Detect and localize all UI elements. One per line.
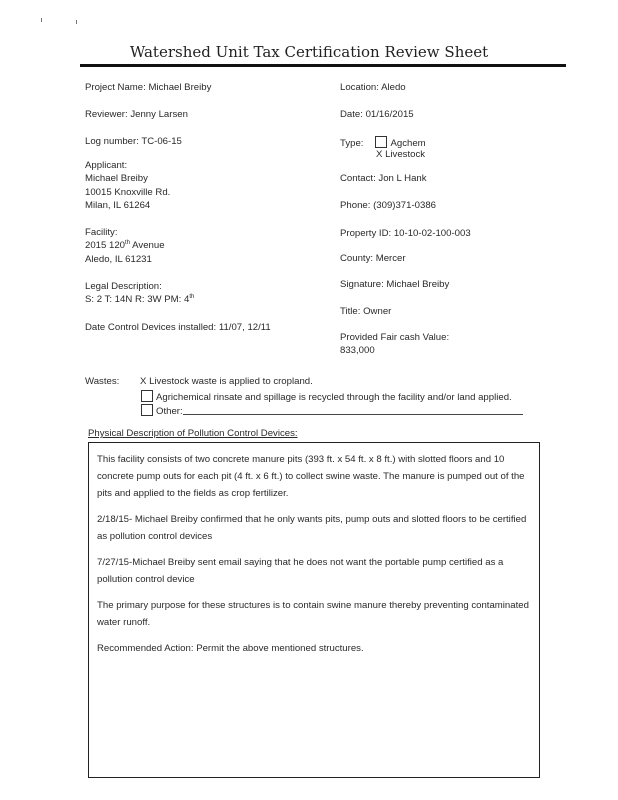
fair-cash-label: Provided Fair cash Value: xyxy=(340,332,450,343)
legal-label: Legal Description: xyxy=(85,281,162,292)
facility-city: Aledo, IL 61231 xyxy=(85,254,152,265)
applicant-label: Applicant: xyxy=(85,160,128,171)
physical-description-box xyxy=(88,442,540,778)
agchem-checkbox[interactable] xyxy=(375,136,387,148)
applicant-name: Michael Breiby xyxy=(85,173,148,184)
date-devices-installed: Date Control Devices installed: 11/07, 12/11 xyxy=(85,322,271,333)
facility-street xyxy=(85,240,165,251)
owner-title: Title: Owner xyxy=(340,306,392,317)
log-number: Log number: TC-06-15 xyxy=(85,136,182,147)
wastes-agrichemical xyxy=(141,390,512,403)
reviewer: Reviewer: Jenny Larsen xyxy=(85,109,188,120)
facility-label: Facility: xyxy=(85,227,118,238)
facility-street-number: 2015 120 xyxy=(85,240,126,252)
legal-value xyxy=(85,294,194,305)
county: County: Mercer xyxy=(340,253,406,264)
agrichemical-checkbox[interactable] xyxy=(141,390,153,402)
recommended-action: Recommended Action: Permit the above mentioned structures. xyxy=(97,643,364,654)
scan-mark xyxy=(76,20,77,24)
phone: Phone: (309)371-0386 xyxy=(340,200,437,211)
description-paragraph: The primary purpose for these structures is to contain swine manure thereby preventing contaminated water runoff. xyxy=(97,600,529,628)
facility-street-name: Avenue xyxy=(130,240,165,252)
description-paragraph: 7/27/15-Michael Breiby sent email saying that he does not want the portable pump certified as a pollution control device xyxy=(97,557,504,585)
wastes-label: Wastes: xyxy=(85,376,120,387)
page-title: Watershed Unit Tax Certification Review Sheet xyxy=(129,43,489,61)
scan-mark xyxy=(41,18,42,22)
contact: Contact: Jon L Hank xyxy=(340,173,427,184)
project-name: Project Name: Michael Breiby xyxy=(85,82,212,93)
agchem-label: Agchem xyxy=(390,138,426,149)
type-label: Type: xyxy=(340,138,364,149)
signature: Signature: Michael Breiby xyxy=(340,279,450,290)
fair-cash-value: 833,000 xyxy=(340,345,375,356)
physical-description-heading: Physical Description of Pollution Control Devices: xyxy=(88,428,298,439)
other-blank-line xyxy=(183,414,523,415)
title-rule xyxy=(80,64,566,67)
agrichemical-label: Agrichemical rinsate and spillage is recycled through the facility and/or land applied. xyxy=(156,392,512,403)
wastes-livestock: X Livestock waste is applied to cropland. xyxy=(140,376,313,387)
description-paragraph: This facility consists of two concrete manure pits (393 ft. x 54 ft. x 8 ft.) with slotted floors and 10 concrete pump outs for each pit (4 ft. x 6 ft.) to collect swine waste. The manure is pumped out of the pits and applied to the fields as crop fertilizer. xyxy=(97,454,525,499)
wastes-other xyxy=(141,404,523,417)
property-id: Property ID: 10-10-02-100-003 xyxy=(340,228,471,239)
applicant-street: 10015 Knoxville Rd. xyxy=(85,187,171,198)
ordinal-suffix: th xyxy=(125,240,131,246)
type-livestock: X Livestock xyxy=(376,149,426,160)
type xyxy=(340,136,426,149)
other-label: Other: xyxy=(156,406,183,417)
applicant-city: Milan, IL 61264 xyxy=(85,200,151,211)
legal-text: S: 2 T: 14N R: 3W PM: 4 xyxy=(85,294,190,306)
other-checkbox[interactable] xyxy=(141,404,153,416)
location: Location: Aledo xyxy=(340,82,406,93)
description-paragraph: 2/18/15- Michael Breiby confirmed that he only wants pits, pump outs and slotted floors to be certified as pollution control devices xyxy=(97,514,527,542)
date: Date: 01/16/2015 xyxy=(340,109,414,120)
ordinal-suffix: th xyxy=(189,294,195,300)
